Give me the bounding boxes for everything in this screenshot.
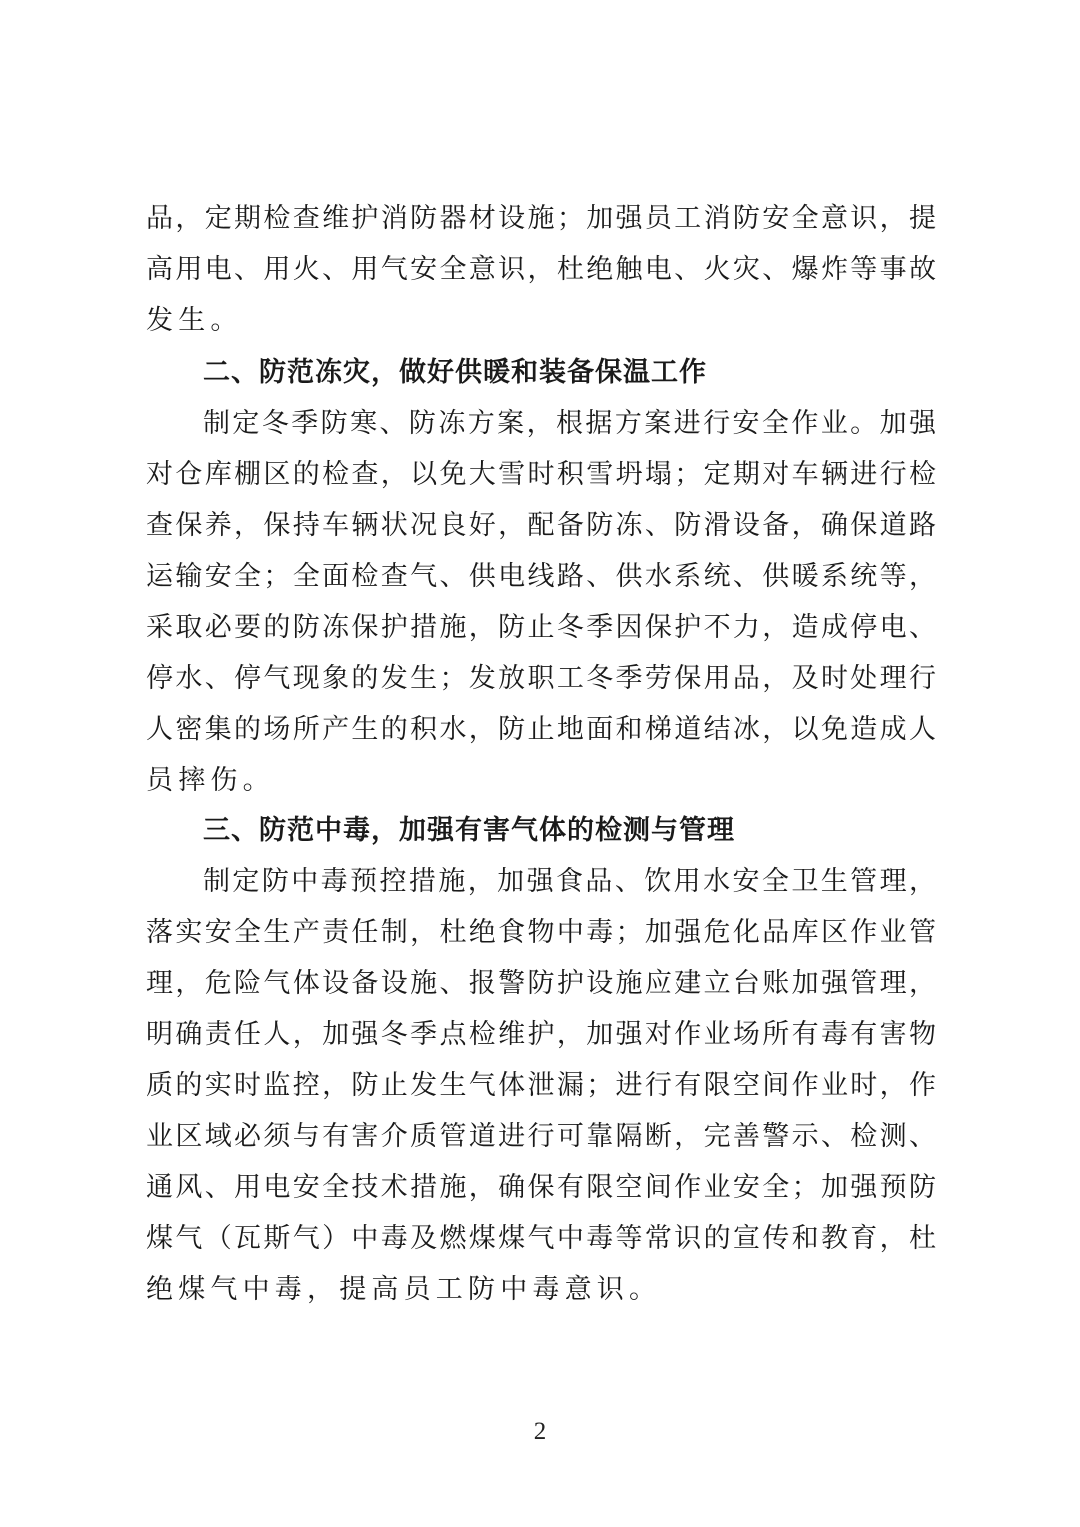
paragraph-line: 煤气（瓦斯气）中毒及燃煤煤气中毒等常识的宣传和教育，杜 [146, 1223, 936, 1254]
paragraph-line: 质的实时监控，防止发生气体泄漏；进行有限空间作业时，作 [146, 1070, 936, 1101]
paragraph-line: 落实安全生产责任制，杜绝食物中毒；加强危化品库区作业管 [146, 917, 936, 948]
paragraph-line: 高用电、用火、用气安全意识，杜绝触电、火灾、爆炸等事故 [146, 254, 936, 285]
paragraph-line: 查保养，保持车辆状况良好，配备防冻、防滑设备，确保道路 [146, 510, 936, 541]
paragraph-line: 绝煤气中毒，提高员工防中毒意识。 [146, 1274, 662, 1305]
paragraph-line: 业区域必须与有害介质管道进行可靠隔断，完善警示、检测、 [146, 1121, 936, 1152]
section-heading-3: 三、防范中毒，加强有害气体的检测与管理 [203, 815, 735, 846]
paragraph-line: 人密集的场所产生的积水，防止地面和梯道结冰，以免造成人 [146, 714, 936, 745]
paragraph-line: 运输安全；全面检查气、供电线路、供水系统、供暖系统等， [146, 561, 936, 592]
paragraph-line: 明确责任人，加强冬季点检维护，加强对作业场所有毒有害物 [146, 1019, 936, 1050]
paragraph-line: 制定冬季防寒、防冻方案，根据方案进行安全作业。加强 [203, 408, 936, 439]
section-heading-2: 二、防范冻灾，做好供暖和装备保温工作 [203, 357, 707, 388]
page-number: 2 [533, 1418, 547, 1445]
paragraph-line: 对仓库棚区的检查，以免大雪时积雪坍塌；定期对车辆进行检 [146, 459, 936, 490]
paragraph-line: 停水、停气现象的发生；发放职工冬季劳保用品，及时处理行 [146, 663, 936, 694]
paragraph-line: 制定防中毒预控措施，加强食品、饮用水安全卫生管理， [203, 866, 936, 897]
paragraph-line: 理，危险气体设备设施、报警防护设施应建立台账加强管理， [146, 968, 936, 999]
paragraph-line: 采取必要的防冻保护措施，防止冬季因保护不力，造成停电、 [146, 612, 936, 643]
paragraph-line: 品，定期检查维护消防器材设施；加强员工消防安全意识，提 [146, 203, 936, 234]
paragraph-line: 发生。 [146, 305, 243, 336]
paragraph-line: 员摔伤。 [146, 765, 275, 796]
paragraph-line: 通风、用电安全技术措施，确保有限空间作业安全；加强预防 [146, 1172, 936, 1203]
